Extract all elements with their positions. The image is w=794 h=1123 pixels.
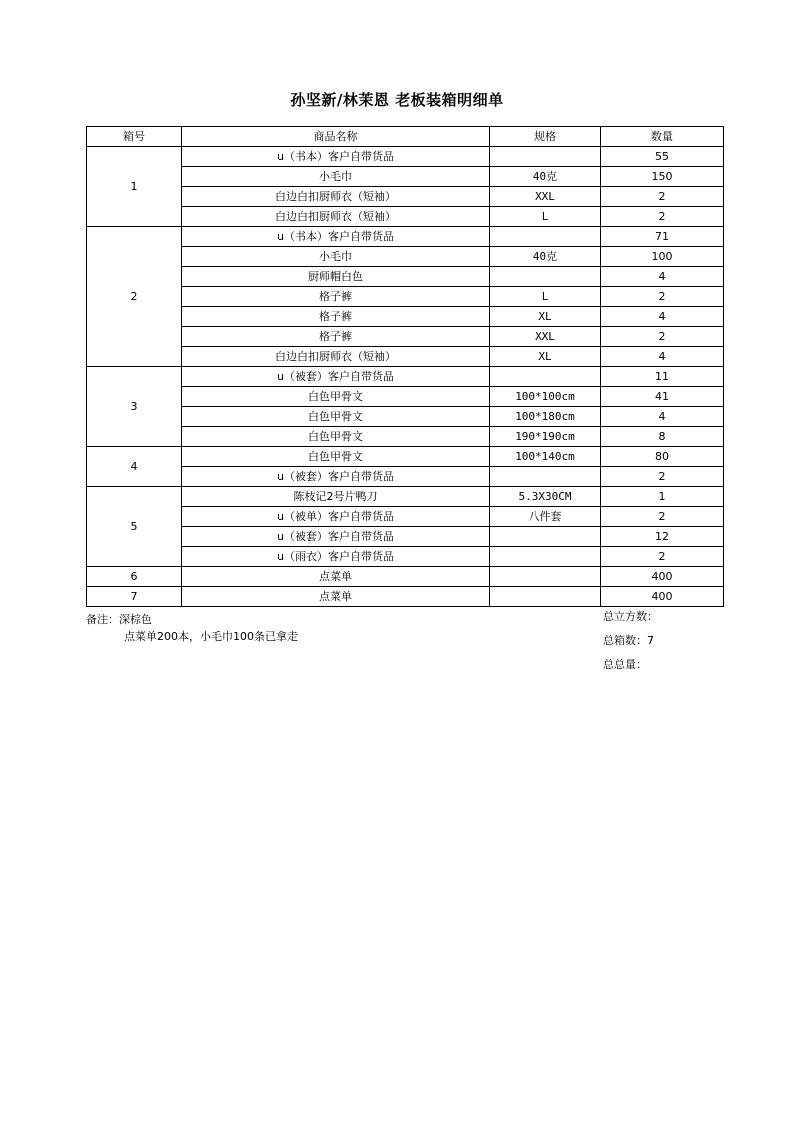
- item-qty-cell: 1: [601, 487, 724, 507]
- table-row: [87, 307, 724, 327]
- item-spec-cell: XXL: [490, 187, 601, 207]
- item-spec-cell: XL: [490, 307, 601, 327]
- box-number-cell: 1: [87, 147, 182, 227]
- item-qty-cell: 41: [601, 387, 724, 407]
- summary-volume: 总立方数：: [603, 610, 658, 623]
- item-spec-cell: [490, 147, 601, 167]
- box-number-cell: 4: [87, 447, 182, 487]
- box-number-cell: 3: [87, 367, 182, 447]
- item-spec-cell: [490, 367, 601, 387]
- header-box: 箱号: [87, 127, 182, 147]
- table-row: [87, 447, 724, 467]
- item-name-cell: u（被套）客户自带货品: [182, 527, 490, 547]
- item-qty-cell: 2: [601, 507, 724, 527]
- table-row: [87, 507, 724, 527]
- item-name-cell: 点菜单: [182, 587, 490, 607]
- item-qty-cell: 2: [601, 207, 724, 227]
- item-name-cell: 白边白扣厨师衣（短袖）: [182, 207, 490, 227]
- item-spec-cell: L: [490, 207, 601, 227]
- item-name-cell: 白色甲骨文: [182, 447, 490, 467]
- table-row: [87, 387, 724, 407]
- table-row: [87, 267, 724, 287]
- item-spec-cell: [490, 547, 601, 567]
- item-qty-cell: 4: [601, 347, 724, 367]
- item-name-cell: 白边白扣厨师衣（短袖）: [182, 347, 490, 367]
- notes-line-1: 备注：深棕色: [86, 613, 152, 626]
- item-qty-cell: 100: [601, 247, 724, 267]
- item-spec-cell: 40克: [490, 247, 601, 267]
- item-qty-cell: 11: [601, 367, 724, 387]
- header-spec: 规格: [490, 127, 601, 147]
- item-spec-cell: L: [490, 287, 601, 307]
- table-row: [87, 207, 724, 227]
- table-row: [87, 547, 724, 567]
- table-header-row: [87, 127, 724, 147]
- box-number-cell: 6: [87, 567, 182, 587]
- item-name-cell: u（被套）客户自带货品: [182, 367, 490, 387]
- item-spec-cell: [490, 527, 601, 547]
- item-spec-cell: 190*190cm: [490, 427, 601, 447]
- notes-line-2: 点菜单200本，小毛巾100条已拿走: [124, 630, 298, 643]
- item-qty-cell: 4: [601, 267, 724, 287]
- item-spec-cell: [490, 567, 601, 587]
- item-qty-cell: 4: [601, 407, 724, 427]
- item-name-cell: 白色甲骨文: [182, 387, 490, 407]
- header-name: 商品名称: [182, 127, 490, 147]
- item-name-cell: 陈枝记2号片鸭刀: [182, 487, 490, 507]
- item-spec-cell: [490, 227, 601, 247]
- item-qty-cell: 2: [601, 547, 724, 567]
- item-name-cell: 格子裤: [182, 287, 490, 307]
- item-spec-cell: 100*180cm: [490, 407, 601, 427]
- table-row: [87, 487, 724, 507]
- item-name-cell: 白边白扣厨师衣（短袖）: [182, 187, 490, 207]
- item-spec-cell: 40克: [490, 167, 601, 187]
- item-spec-cell: XL: [490, 347, 601, 367]
- item-name-cell: u（书本）客户自带货品: [182, 147, 490, 167]
- table-row: [87, 227, 724, 247]
- item-spec-cell: [490, 267, 601, 287]
- item-qty-cell: 2: [601, 327, 724, 347]
- item-qty-cell: 4: [601, 307, 724, 327]
- item-spec-cell: 八件套: [490, 507, 601, 527]
- item-qty-cell: 2: [601, 467, 724, 487]
- summary: [603, 608, 658, 680]
- table-row: [87, 187, 724, 207]
- table-body: [87, 147, 724, 607]
- item-qty-cell: 55: [601, 147, 724, 167]
- item-qty-cell: 400: [601, 587, 724, 607]
- item-spec-cell: [490, 467, 601, 487]
- table-row: [87, 247, 724, 267]
- table-row: [87, 467, 724, 487]
- table-row: [87, 567, 724, 587]
- box-number-cell: 2: [87, 227, 182, 367]
- item-name-cell: u（被单）客户自带货品: [182, 507, 490, 527]
- summary-weight: 总总量：: [603, 658, 647, 671]
- item-name-cell: 白色甲骨文: [182, 407, 490, 427]
- box-number-cell: 7: [87, 587, 182, 607]
- notes: [86, 611, 298, 645]
- item-name-cell: 白色甲骨文: [182, 427, 490, 447]
- table-row: [87, 287, 724, 307]
- table-row: [87, 327, 724, 347]
- item-qty-cell: 80: [601, 447, 724, 467]
- table-row: [87, 347, 724, 367]
- header-qty: 数量: [601, 127, 724, 147]
- table-row: [87, 367, 724, 387]
- item-qty-cell: 2: [601, 187, 724, 207]
- item-spec-cell: XXL: [490, 327, 601, 347]
- item-name-cell: u（雨衣）客户自带货品: [182, 547, 490, 567]
- item-qty-cell: 12: [601, 527, 724, 547]
- item-qty-cell: 2: [601, 287, 724, 307]
- table-row: [87, 167, 724, 187]
- item-name-cell: 小毛巾: [182, 167, 490, 187]
- table-row: [87, 527, 724, 547]
- item-name-cell: u（被套）客户自带货品: [182, 467, 490, 487]
- item-qty-cell: 400: [601, 567, 724, 587]
- item-name-cell: 格子裤: [182, 307, 490, 327]
- box-number-cell: 5: [87, 487, 182, 567]
- packing-table: [86, 126, 724, 607]
- item-qty-cell: 71: [601, 227, 724, 247]
- item-spec-cell: 100*100cm: [490, 387, 601, 407]
- item-spec-cell: 5.3X30CM: [490, 487, 601, 507]
- table-row: [87, 407, 724, 427]
- table-row: [87, 147, 724, 167]
- item-name-cell: 小毛巾: [182, 247, 490, 267]
- table-row: [87, 587, 724, 607]
- item-name-cell: 格子裤: [182, 327, 490, 347]
- item-qty-cell: 8: [601, 427, 724, 447]
- table-row: [87, 427, 724, 447]
- item-qty-cell: 150: [601, 167, 724, 187]
- item-name-cell: 点菜单: [182, 567, 490, 587]
- item-name-cell: 厨师帽白色: [182, 267, 490, 287]
- summary-box-count: 总箱数：7: [603, 634, 654, 647]
- page-title: 孙坚新/林茉恩 老板装箱明细单: [290, 91, 504, 109]
- item-spec-cell: 100*140cm: [490, 447, 601, 467]
- item-spec-cell: [490, 587, 601, 607]
- item-name-cell: u（书本）客户自带货品: [182, 227, 490, 247]
